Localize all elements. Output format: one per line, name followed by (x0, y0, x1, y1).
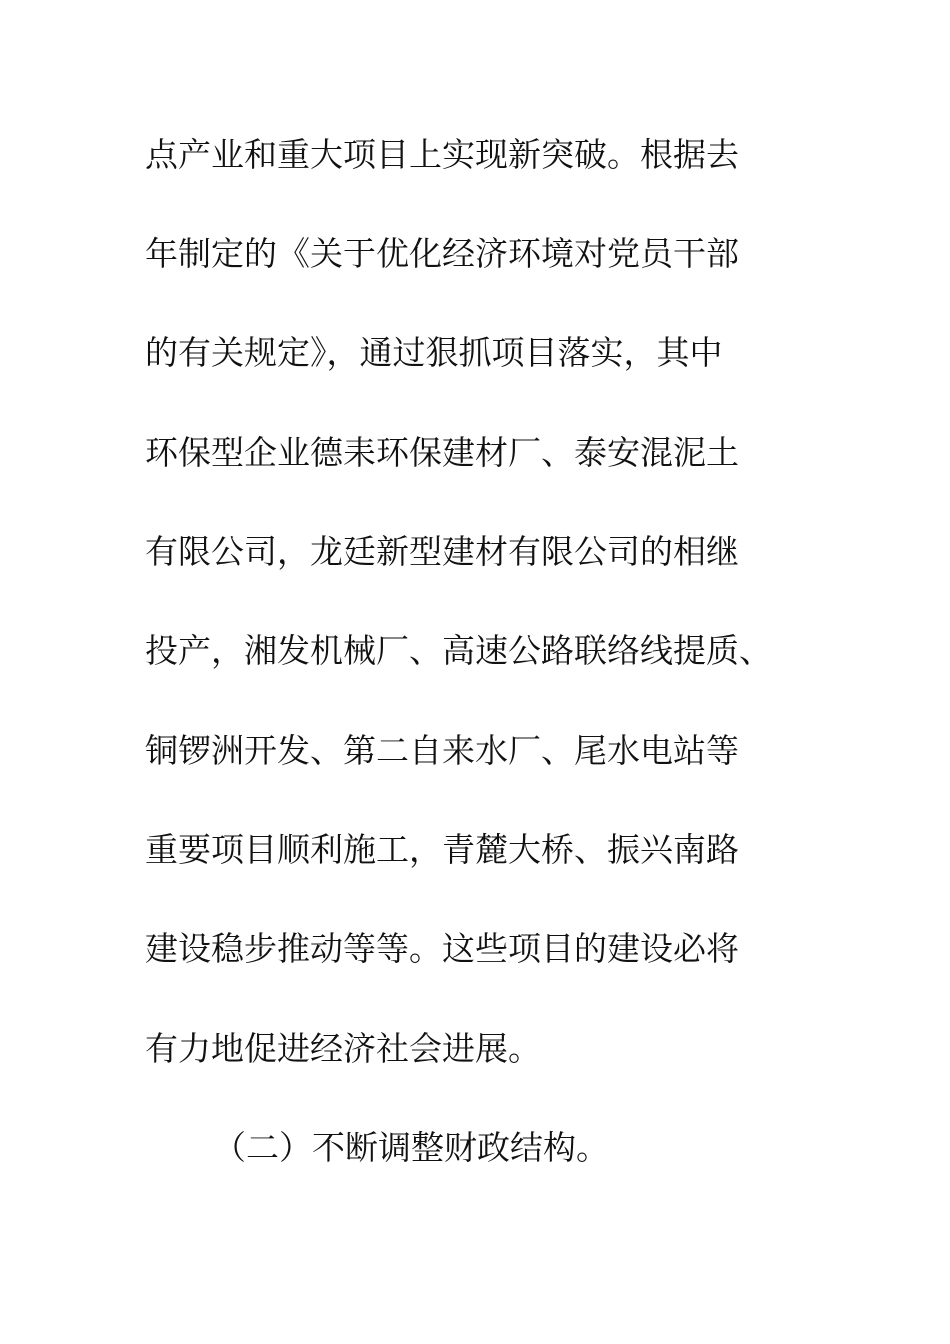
paragraph-line-8: 重要项目顺利施工，青麓大桥、振兴南路 (145, 830, 739, 869)
paragraph-line-3: 的有关规定》，通过狠抓项目落实，其中 (145, 333, 723, 372)
paragraph-line-9: 建设稳步推动等等。这些项目的建设必将 (145, 929, 739, 968)
paragraph-line-7: 铜锣洲开发、第二自来水厂、尾水电站等 (145, 731, 739, 770)
paragraph-line-10: 有力地促进经济社会进展。 (145, 1029, 541, 1068)
paragraph-line-1: 点产业和重大项目上实现新突破。根据去 (145, 135, 739, 174)
paragraph-line-4: 环保型企业德耒环保建材厂、泰安混泥土 (145, 433, 739, 472)
section-heading: （二）不断调整财政结构。 (213, 1128, 609, 1167)
paragraph-line-6: 投产，湘发机械厂、高速公路联络线提质、 (145, 631, 772, 670)
paragraph-line-2: 年制定的《关于优化经济环境对党员干部 (145, 234, 739, 273)
paragraph-line-5: 有限公司，龙廷新型建材有限公司的相继 (145, 532, 739, 571)
